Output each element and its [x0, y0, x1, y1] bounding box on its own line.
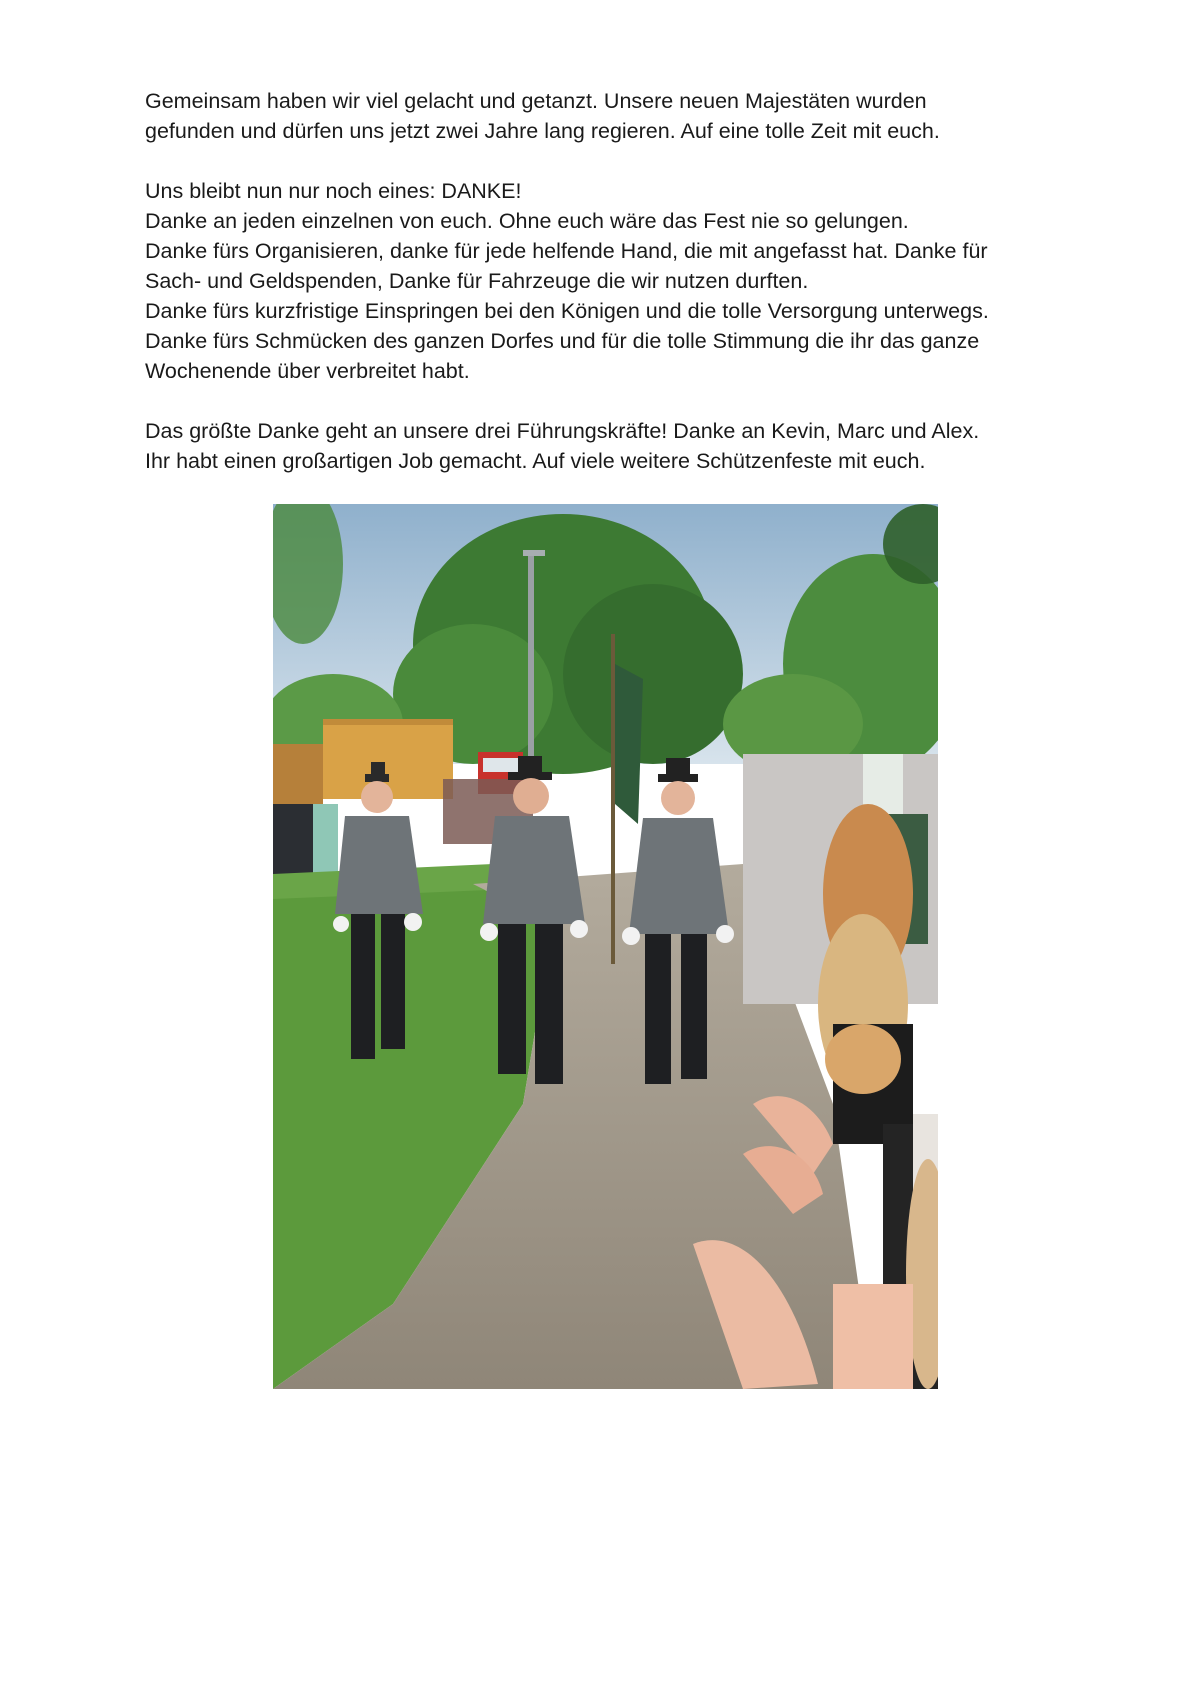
text-line: Wochenende über verbreitet habt.	[145, 359, 470, 383]
paragraph-3	[145, 416, 1075, 476]
text-line: gefunden und dürfen uns jetzt zwei Jahre lang regieren. Auf eine tolle Zeit mit euch.	[145, 119, 940, 143]
flag	[615, 664, 643, 824]
paragraph-1	[145, 86, 1075, 146]
text-line: Das größte Danke geht an unsere drei Führungskräfte! Danke an Kevin, Marc und Alex.	[145, 419, 980, 443]
parade-photo-illustration	[273, 504, 938, 1389]
parade-photo	[273, 504, 938, 1389]
text-line: Danke an jeden einzelnen von euch. Ohne euch wäre das Fest nie so gelungen.	[145, 209, 909, 233]
text-line: Danke fürs Schmücken des ganzen Dorfes und für die tolle Stimmung die ihr das ganze	[145, 329, 980, 353]
text-line: Ihr habt einen großartigen Job gemacht. Auf viele weitere Schützenfeste mit euch.	[145, 449, 926, 473]
text-line: Sach- und Geldspenden, Danke für Fahrzeuge die wir nutzen durften.	[145, 269, 809, 293]
text-line: Uns bleibt nun nur noch eines: DANKE!	[145, 179, 522, 203]
text-line: Gemeinsam haben wir viel gelacht und getanzt. Unsere neuen Majestäten wurden	[145, 89, 927, 113]
text-line: Danke fürs Organisieren, danke für jede helfende Hand, die mit angefasst hat. Danke für	[145, 239, 988, 263]
lamp-post	[528, 554, 534, 784]
letter-text	[145, 86, 1075, 506]
flag-pole	[611, 634, 615, 964]
text-line: Danke fürs kurzfristige Einspringen bei den Königen und die tolle Versorgung unterwegs.	[145, 299, 989, 323]
paragraph-2	[145, 176, 1075, 386]
